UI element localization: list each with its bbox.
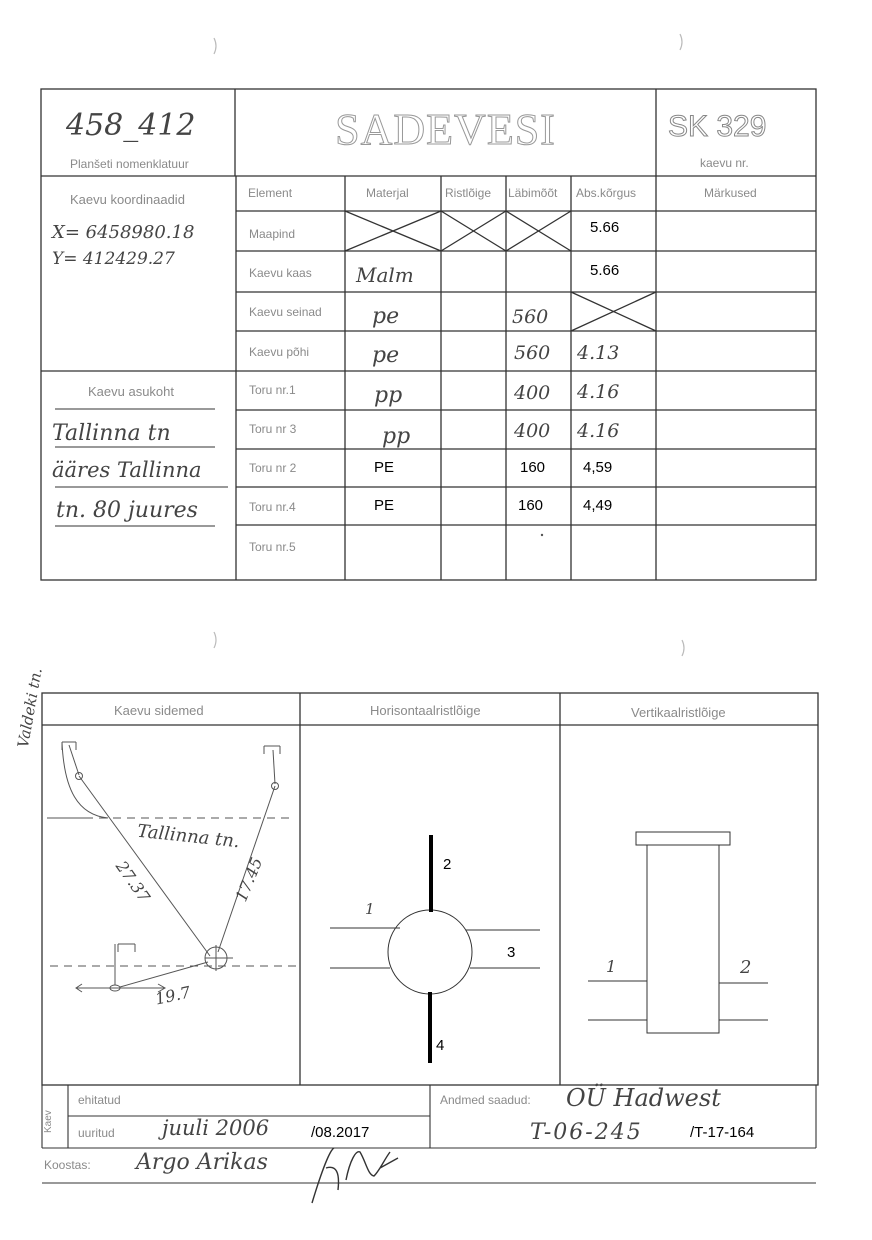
row-label: Toru nr 3 [249, 422, 297, 436]
pipe-label: 4 [436, 1037, 445, 1054]
signature [312, 1148, 398, 1203]
updated-date-typed: /08.2017 [311, 1124, 370, 1141]
project-code-typed: /T-17-164 [690, 1124, 755, 1141]
data-source-label: Andmed saadud: [440, 1093, 531, 1107]
location-label: Kaevu asukoht [88, 384, 175, 399]
row-label: Toru nr.5 [249, 540, 296, 554]
cell-height: 5.66 [590, 219, 620, 236]
company-name: OÜ Hadwest [566, 1084, 721, 1112]
panel-ties-title: Kaevu sidemed [114, 703, 204, 718]
well-side-label: Kaev [43, 1110, 54, 1133]
header-diameter: Läbimõõt [508, 186, 558, 200]
cell-height: 4,49 [583, 497, 613, 514]
cell-diameter: 400 [514, 382, 551, 404]
cell-material: pp [382, 424, 411, 449]
pipe-label: 3 [507, 944, 516, 961]
sheet-label: Planšeti nomenklatuur [70, 157, 189, 171]
row-label: Kaevu seinad [249, 305, 322, 319]
pipe-label: 2 [443, 856, 452, 873]
pipe-label: 1 [365, 900, 375, 918]
panel-vertical-title: Vertikaalristlõige [631, 705, 726, 720]
row-label: Kaevu kaas [249, 266, 312, 280]
vertical-section-drawing [588, 832, 768, 1033]
sheet-number: 458_412 [66, 108, 196, 143]
row-label: Maapind [249, 227, 296, 241]
cell-material: pp [374, 383, 403, 408]
cell-material: PE [374, 497, 395, 514]
well-label: kaevu nr. [700, 156, 749, 170]
updated-date-handwritten: juuli 2006 [162, 1116, 270, 1140]
location-line-2: ääres Tallinna [52, 458, 202, 482]
cell-diameter: 400 [514, 420, 551, 442]
cell-material: Malm [356, 263, 414, 287]
location-line-3: tn. 80 juures [56, 498, 198, 523]
built-label: ehitatud [78, 1093, 121, 1107]
header-material: Materjal [366, 186, 409, 200]
cell-diameter: 160 [518, 497, 544, 514]
cell-material: PE [374, 459, 395, 476]
coordinate-y: Y= 412429.27 [52, 249, 175, 269]
cell-material: pe [372, 343, 400, 368]
header-notes: Märkused [704, 186, 757, 200]
author-name: Argo Arikas [136, 1150, 268, 1175]
panel-horizontal-title: Horisontaalristlõige [370, 703, 481, 718]
header-height: Abs.kõrgus [576, 186, 637, 200]
pipe-label: 1 [606, 957, 617, 976]
pipe-label: 2 [740, 957, 752, 978]
header-element: Element [248, 186, 293, 200]
header-section: Ristlõige [445, 186, 492, 200]
coordinates-label: Kaevu koordinaadid [70, 192, 185, 207]
cell-height: 5.66 [590, 262, 620, 279]
side-street-label: Valdeki tn. [14, 666, 46, 750]
location-line-1: Tallinna tn [52, 421, 171, 446]
distance-label: 17.45 [231, 854, 267, 905]
cell-diameter: 560 [512, 306, 549, 328]
pipe-markers [430, 835, 431, 1063]
author-label: Koostas: [44, 1158, 91, 1172]
well-number: SK 329 [668, 110, 767, 143]
updated-label: uuritud [78, 1126, 115, 1140]
row-label: Toru nr.4 [249, 500, 296, 514]
cell-height: 4,59 [583, 459, 613, 476]
row-label: Kaevu põhi [249, 345, 310, 359]
cell-diameter: 560 [514, 342, 551, 364]
street-label: Tallinna tn. [136, 820, 241, 853]
cell-diameter: 160 [520, 459, 546, 476]
project-code-handwritten: T-06-245 [530, 1120, 643, 1145]
distance-label: 19.7 [153, 982, 193, 1009]
distance-label: 27.37 [111, 857, 154, 906]
coordinate-x: X= 6458980.18 [52, 222, 195, 243]
cell-height: 4.16 [577, 420, 620, 442]
cell-material: pe [372, 304, 400, 329]
cell-height: 4.13 [577, 342, 620, 364]
row-label: Toru nr.1 [249, 383, 296, 397]
row-label: Toru nr 2 [249, 461, 297, 475]
cell-height: 4.16 [577, 381, 620, 403]
form-title: SADEVESI [335, 105, 556, 154]
